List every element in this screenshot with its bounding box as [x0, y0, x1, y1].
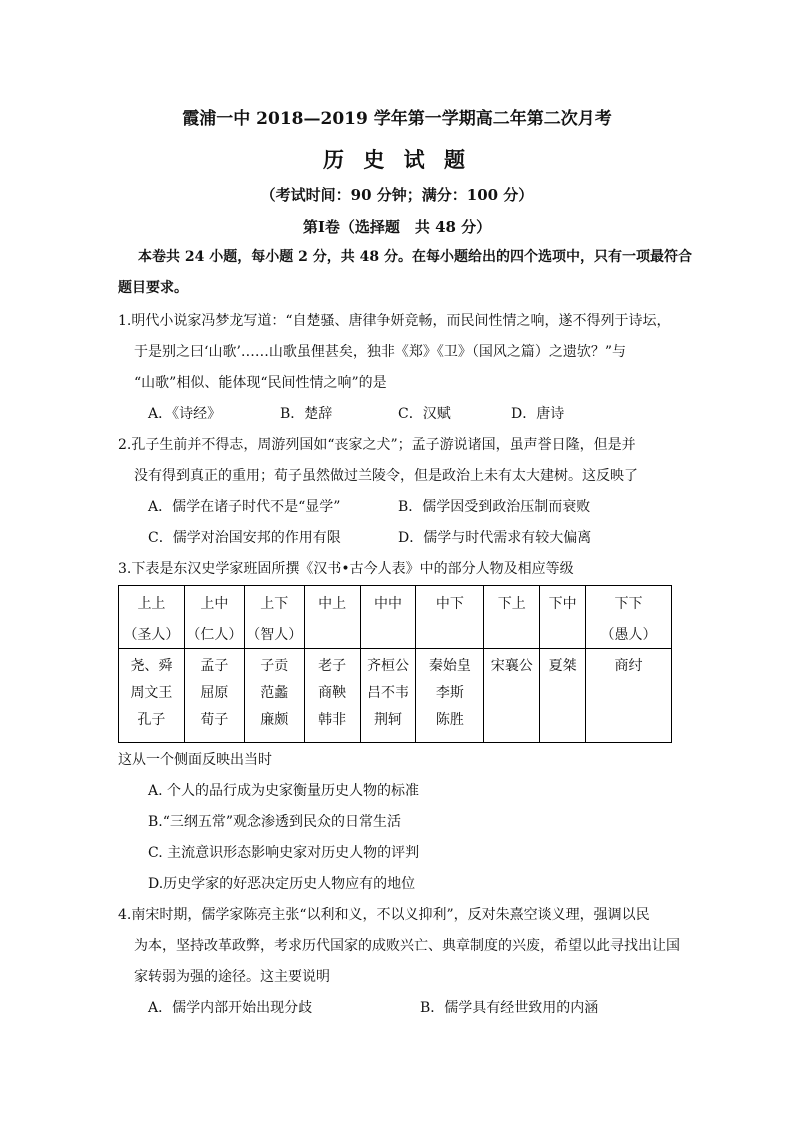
- q2-stem-line: 2.孔子生前并不得志，周游列国如“丧家之犬”；孟子游说诸国，虽声誉日隆，但是并: [118, 437, 636, 453]
- subject-title: 历 史 试 题: [323, 147, 471, 172]
- q4-option-a: A．儒学内部开始出现分歧: [148, 1000, 313, 1016]
- q4-stem-line: 4.南宋时期，儒学家陈亮主张“以利和义，不以义抑利”，反对朱熹空谈义理，强调以民: [118, 907, 650, 923]
- q2-option-c: C．儒学对治国安邦的作用有限: [148, 530, 341, 546]
- table-header-cell: 下下 （愚人）: [586, 586, 672, 649]
- table-cell: 商纣: [586, 649, 672, 743]
- q1-option-b: B．楚辞: [280, 406, 333, 422]
- instructions-line: 本卷共 24 小题，每小题 2 分，共 48 分。在每小题给出的四个选项中，只有一项最符合: [138, 249, 692, 265]
- ranking-table: [118, 585, 672, 743]
- table-cell: 夏桀: [540, 649, 586, 743]
- q3-stem: 3.下表是东汉史学家班固所撰《汉书•古今人表》中的部分人物及相应等级: [118, 561, 574, 577]
- q1-stem-line: 于是别之曰‘山歌’……山歌虽俚甚矣，独非《郑》《卫》（国风之篇）之遗欤？”与: [134, 344, 627, 360]
- table-header-cell: 上上 （圣人）: [119, 586, 185, 649]
- table-header-cell: 中下: [416, 586, 484, 649]
- exam-info: （考试时间：90 分钟；满分：100 分）: [260, 186, 534, 204]
- q1-option-d: D．唐诗: [511, 406, 565, 422]
- q1-option-c: C．汉赋: [398, 406, 451, 422]
- q4-stem-line: 家转弱为强的途径。这主要说明: [134, 969, 330, 985]
- exam-title: 霞浦一中 2018—2019 学年第一学期高二年第二次月考: [182, 109, 612, 129]
- table-cell: 孟子 屈原 荀子: [184, 649, 244, 743]
- q3-after: 这从一个侧面反映出当时: [118, 752, 272, 768]
- table-header-cell: 下上: [484, 586, 540, 649]
- table-header-cell: 上下 （智人）: [244, 586, 304, 649]
- section-title: 第Ⅰ卷（选择题 共 48 分）: [302, 218, 492, 236]
- q4-option-b: B．儒学具有经世致用的内涵: [420, 1000, 599, 1016]
- q2-stem-line: 没有得到真正的重用；荀子虽然做过兰陵令，但是政治上未有太大建树。这反映了: [134, 468, 638, 484]
- table-cell: 老子 商鞅 韩非: [304, 649, 360, 743]
- table-header-cell: 中中: [360, 586, 416, 649]
- table-header-row: [119, 586, 672, 649]
- q2-option-d: D．儒学与时代需求有较大偏离: [398, 530, 592, 546]
- table-header-cell: 下中: [540, 586, 586, 649]
- instructions-line: 题目要求。: [118, 280, 188, 296]
- table-cell: 子贡 范蠡 廉颇: [244, 649, 304, 743]
- table-cell: 宋襄公: [484, 649, 540, 743]
- q2-option-b: B．儒学因受到政治压制而衰败: [398, 499, 591, 515]
- q3-option-a: A. 个人的品行成为史家衡量历史人物的标准: [148, 783, 420, 799]
- table-cell: 齐桓公 吕不韦 荆轲: [360, 649, 416, 743]
- q3-option-b: B.“三纲五常”观念渗透到民众的日常生活: [148, 814, 402, 830]
- table-cell: 尧、舜 周文王 孔子: [119, 649, 185, 743]
- q1-stem-line: “山歌”相似、能体现“民间性情之响”的是: [134, 375, 387, 391]
- q3-option-d: D.历史学家的好恶决定历史人物应有的地位: [148, 876, 416, 892]
- table-cell: 秦始皇 李斯 陈胜: [416, 649, 484, 743]
- q1-stem-line: 1.明代小说家冯梦龙写道：“自楚骚、唐律争妍竞畅，而民间性情之响，遂不得列于诗坛，: [118, 313, 671, 329]
- q4-stem-line: 为本，坚持改革政弊，考求历代国家的成败兴亡、典章制度的兴废，希望以此寻找出让国: [134, 938, 680, 954]
- table-row: [119, 649, 672, 743]
- table-header-cell: 上中 （仁人）: [184, 586, 244, 649]
- q1-option-a: A．《诗经》: [148, 406, 222, 422]
- q3-option-c: C. 主流意识形态影响史家对历史人物的评判: [148, 845, 420, 861]
- table-header-cell: 中上: [304, 586, 360, 649]
- q2-option-a: A．儒学在诸子时代不是“显学”: [148, 499, 341, 515]
